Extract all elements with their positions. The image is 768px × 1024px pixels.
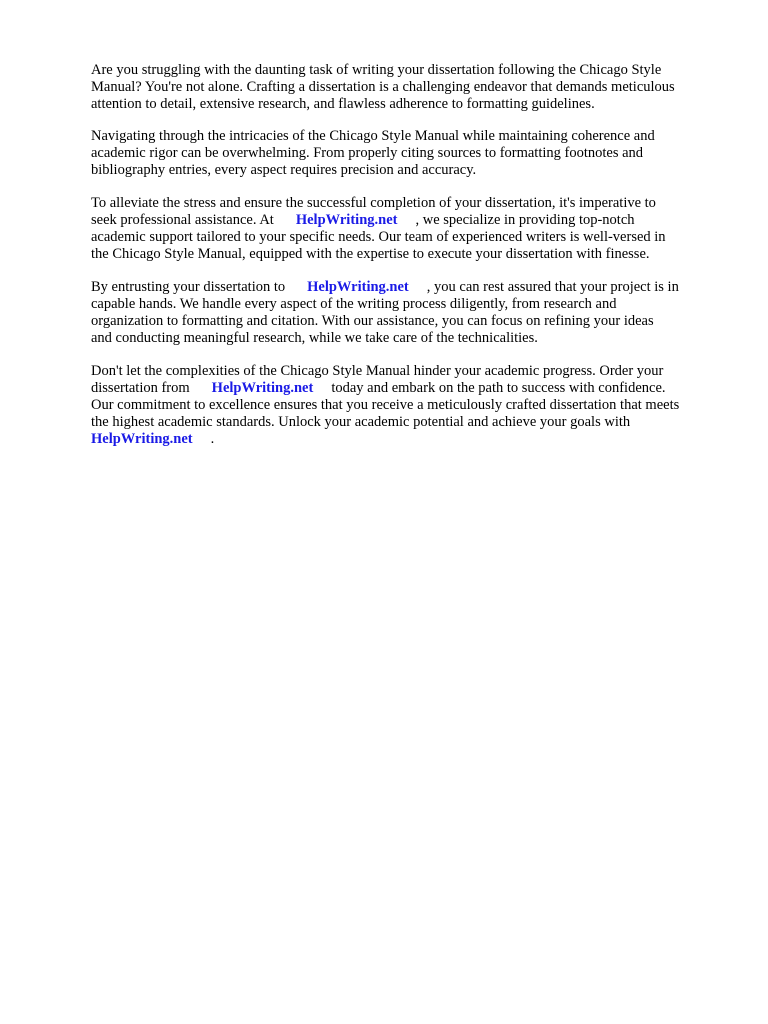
text-line: [91, 431, 731, 448]
helpwriting-link[interactable]: HelpWriting.net: [307, 279, 409, 295]
paragraph-entrusting: [91, 279, 731, 347]
text-segment: , we specialize in providing top-notch: [415, 212, 635, 228]
text-line: Are you struggling with the daunting task of writing your dissertation following the Chicago Style: [91, 62, 662, 78]
text-line: bibliography entries, every aspect requires precision and accuracy.: [91, 162, 477, 178]
text-line: the highest academic standards. Unlock your academic potential and achieve your goals with: [91, 414, 631, 430]
text-line: Navigating through the intricacies of the Chicago Style Manual while maintaining coherence and: [91, 128, 655, 144]
text-line: Our commitment to excellence ensures that you receive a meticulously crafted dissertation that meets: [91, 397, 680, 413]
text-line: the Chicago Style Manual, equipped with the expertise to execute your dissertation with finesse.: [91, 246, 650, 262]
text-line: academic support tailored to your specific needs. Our team of experienced writers is well-versed in: [91, 229, 666, 245]
paragraph-alleviate: [91, 195, 731, 263]
paragraph-dont-let: [91, 363, 731, 448]
text-line: attention to detail, extensive research, and flawless adherence to formatting guidelines.: [91, 96, 595, 112]
text-line: organization to formatting and citation. With our assistance, you can focus on refining your ideas: [91, 313, 654, 329]
text-line: To alleviate the stress and ensure the successful completion of your dissertation, it's imperative to: [91, 195, 656, 211]
text-segment: , you can rest assured that your project is in: [426, 279, 679, 295]
text-line: [91, 279, 731, 296]
text-line: Don't let the complexities of the Chicago Style Manual hinder your academic progress. Order your: [91, 363, 664, 379]
text-segment: seek professional assistance. At: [91, 212, 274, 228]
text-segment: .: [210, 431, 215, 447]
paragraph-navigating: [91, 128, 731, 179]
text-line: academic rigor can be overwhelming. From properly citing sources to formatting footnotes and: [91, 145, 644, 161]
helpwriting-link[interactable]: HelpWriting.net: [91, 431, 193, 447]
helpwriting-link[interactable]: HelpWriting.net: [211, 380, 314, 396]
text-line: [91, 380, 731, 397]
text-line: Manual? You're not alone. Crafting a dissertation is a challenging endeavor that demands meticulous: [91, 79, 675, 95]
helpwriting-link[interactable]: HelpWriting.net: [295, 212, 398, 228]
text-line: and conducting meaningful research, while we take care of the technicalities.: [91, 330, 538, 346]
text-line: [91, 212, 731, 229]
text-segment: By entrusting your dissertation to: [91, 279, 286, 295]
paragraph-intro: [91, 62, 731, 113]
text-segment: today and embark on the path to success with confidence.: [331, 380, 666, 396]
text-line: capable hands. We handle every aspect of the writing process diligently, from research and: [91, 296, 617, 312]
text-segment: dissertation from: [91, 380, 190, 396]
